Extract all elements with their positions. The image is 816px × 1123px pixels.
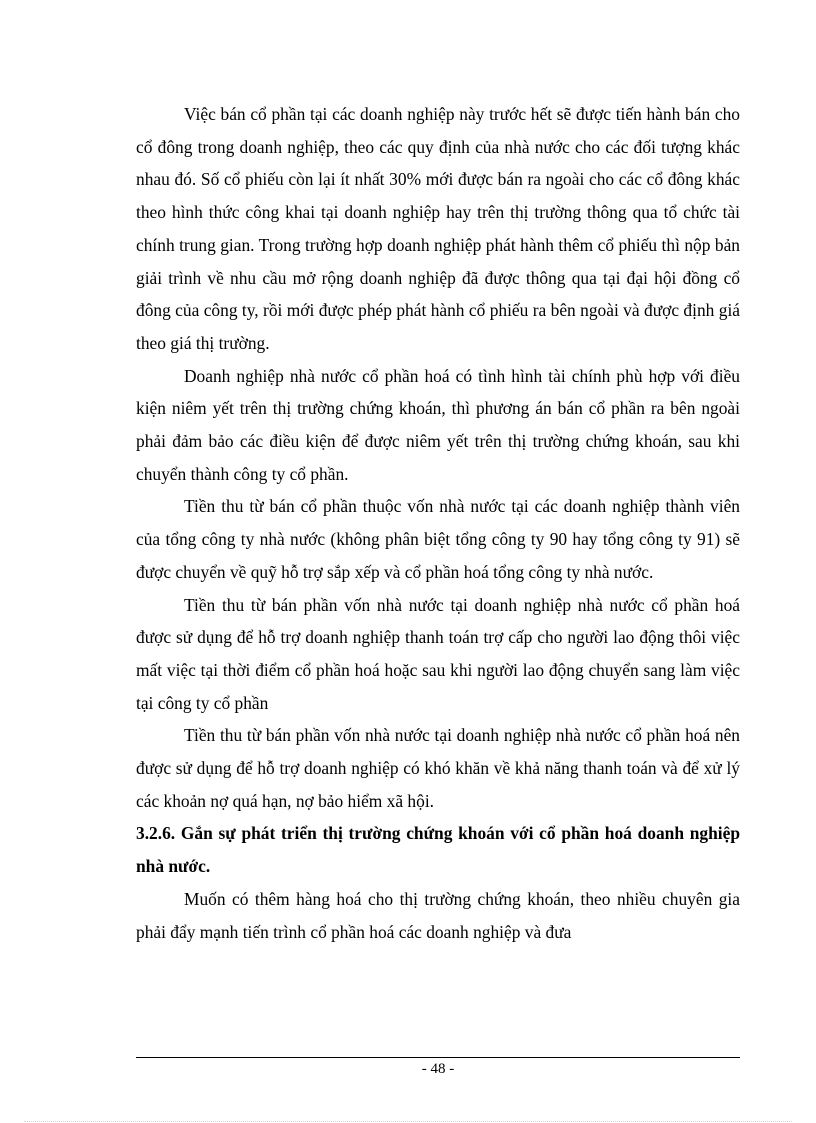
paragraph-4: Tiền thu từ bán phần vốn nhà nước tại doanh nghiệp nhà nước cổ phần hoá được sử dụng để hỗ trợ doanh nghiệp thanh toán trợ cấp cho người lao động thôi việc mất việc tại thời điểm cổ phần hoá hoặc sau khi người lao động chuyển sang làm việc tại công ty cổ phần xyxy=(136,594,740,713)
paragraph-2: Doanh nghiệp nhà nước cổ phần hoá có tình hình tài chính phù hợp với điều kiện niêm yết trên thị trường chứng khoán, thì phương án bán cổ phần ra bên ngoài phải đảm bảo các điều kiện để được niêm yết trên thị trường chứng khoán, sau khi chuyển thành công ty cổ phần. xyxy=(136,365,740,484)
paragraph-1: Việc bán cổ phần tại các doanh nghiệp này trước hết sẽ được tiến hành bán cho cổ đông trong doanh nghiệp, theo các quy định của nhà nước cho các đối tượng khác nhau đó. Số cổ phiếu còn lại ít nhất 30% mới được bán ra ngoài cho các cổ đông khác theo hình thức công khai tại doanh nghiệp hay trên thị trường thông qua tổ chức tài chính trung gian. Trong trường hợp doanh nghiệp phát hành thêm cổ phiếu thì nộp bản giải trình về nhu cầu mở rộng doanh nghiệp đã được thông qua tại đại hội đồng cổ đông của công ty, rồi mới được phép phát hành cổ phiếu ra bên ngoài và được định giá theo giá thị trường. xyxy=(136,104,740,353)
page-number: - 48 - xyxy=(421,1061,455,1077)
section-heading: 3.2.6. Gắn sự phát triển thị trường chứng khoán với cổ phần hoá doanh nghiệp nhà nước. xyxy=(136,823,740,877)
body-text xyxy=(136,98,740,948)
section-paragraph: Muốn có thêm hàng hoá cho thị trường chứng khoán, theo nhiều chuyên gia phải đẩy mạnh tiến trình cổ phần hoá các doanh nghiệp và đưa xyxy=(136,888,740,942)
paragraph-3: Tiền thu từ bán cổ phần thuộc vốn nhà nước tại các doanh nghiệp thành viên của tổng công ty nhà nước (không phân biệt tổng công ty 90 hay tổng công ty 91) sẽ được chuyển về quỹ hỗ trợ sắp xếp và cổ phần hoá tổng công ty nhà nước. xyxy=(136,496,740,582)
page-bottom-border xyxy=(24,1121,792,1122)
footer-divider xyxy=(136,1057,740,1058)
paragraph-5: Tiền thu từ bán phần vốn nhà nước tại doanh nghiệp nhà nước cổ phần hoá nên được sử dụng để hỗ trợ doanh nghiệp có khó khăn về khả năng thanh toán và để xử lý các khoản nợ quá hạn, nợ bảo hiểm xã hội. xyxy=(136,725,740,811)
